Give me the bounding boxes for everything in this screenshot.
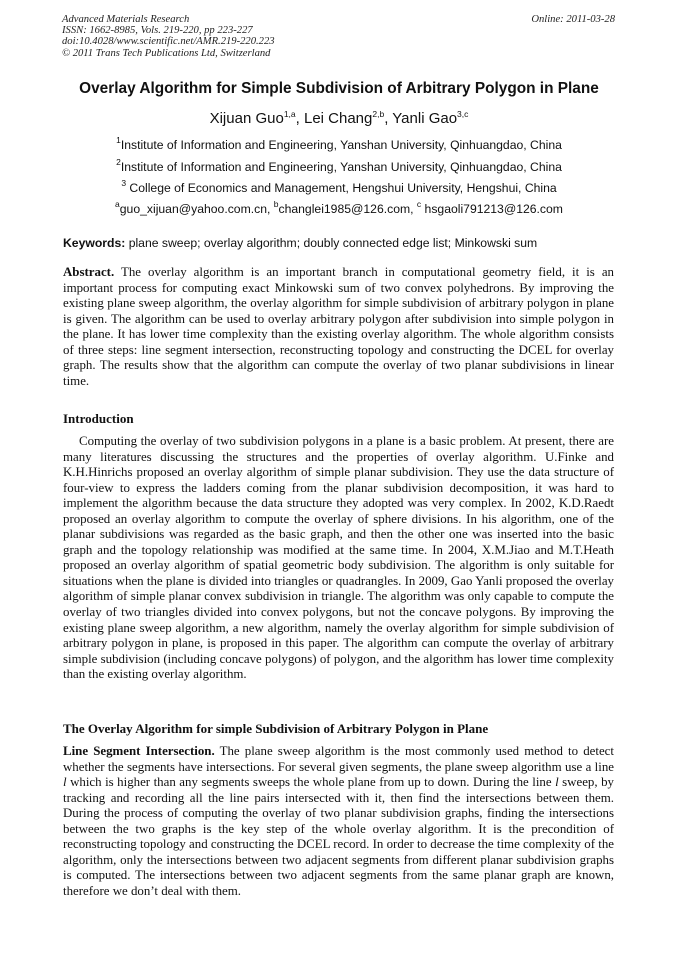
author-name: Xijuan Guo bbox=[209, 110, 284, 127]
copyright-line: © 2011 Trans Tech Publications Ltd, Switzerland bbox=[62, 47, 271, 59]
affiliation-sup: 3 bbox=[121, 178, 127, 188]
author-name: Yanli Gao bbox=[392, 110, 458, 127]
keywords-text: plane sweep; overlay algorithm; doubly connected edge list; Minkowski sum bbox=[125, 236, 538, 250]
affiliation bbox=[0, 135, 678, 152]
online-date: Online: 2011-03-28 bbox=[531, 14, 615, 25]
author-list bbox=[0, 110, 678, 128]
email-sup: a bbox=[115, 199, 120, 209]
paragraph-text: The plane sweep algorithm is the most commonly used method to detect whether the segments have intersections. For several given segments, the plane sweep algorithm use a line bbox=[63, 744, 614, 774]
paragraph-text: sweep, by tracking and recording all the line pairs intersected with it, then find the intersections between them. During the process of computing the overlay of two planar subdivision graphs, finding the intersections between the two graphs is the key step of the whole overlay algorithm. It is the precondition of reconstructing topology and constructing the DCEL record. In order to decrease the time complexity of the algorithm, only the intersections between two adjacent segments from different planar subdivision graphs is computed. The intersections between two adjacent segments from the same planar graph are known, therefore we don’t deal with them. bbox=[63, 775, 614, 898]
affiliation-text: College of Economics and Management, Hengshui University, Hengshui, China bbox=[126, 181, 557, 195]
line-segment-intersection-paragraph bbox=[63, 744, 614, 899]
section-heading-overlay-algorithm: The Overlay Algorithm for simple Subdivision of Arbitrary Polygon in Plane bbox=[63, 721, 489, 736]
section-heading-introduction: Introduction bbox=[63, 411, 134, 426]
author-separator: , bbox=[295, 110, 304, 127]
email-sup: b bbox=[273, 199, 279, 209]
doi-line: doi:10.4028/www.scientific.net/AMR.219-220.223 bbox=[62, 36, 275, 48]
email-address: hsgaoli791213@126.com bbox=[421, 202, 563, 216]
author-sup: 2,b bbox=[372, 109, 385, 119]
affiliation-text: Institute of Information and Engineering, Yanshan University, Qinhuangdao, China bbox=[120, 160, 562, 174]
email-list bbox=[0, 199, 678, 216]
introduction-paragraph: Computing the overlay of two subdivision polygons in a plane is a basic problem. At present, there are many literatures discussing the structures and the properties of overlay algorithm. U.Finke and K.H.Hinrichs proposed an overlay algorithm of simple planar subdivision. They use the data structure of four-view to express the ladders coming from the planar subdivision decomposition, it was hard to implement the algorithm because the data structure they adopted was very complex. In 2002, K.D.Raedt proposed an overlay algorithm to compute the overlay of sphere divisions. In his algorithm, one of the planar subdivisions was regarded as the basic graph, and then the other one was inserted into the basic graph and the topology relationship was modified at the same time. In 2004, X.M.Jiao and M.T.Heath proposed an overlay algorithm of spatial geometric body subdivision. The algorithm is only suitable for situations when the plane is divided into triangles or quadrangles. In 2009, Gao Yanli proposed the overlay algorithm of simple planar convex subdivision in triangle. The algorithm was only capable to compute the overlay of two triangles divided into convex polygons, but not the concave polygons. By improving the existing plane sweep algorithm, a new algorithm, namely the overlay algorithm for simple subdivision of arbitrary polygon in plane, is proposed in this paper. The algorithm can compute the overlay of arbitrary simple subdivision (including concave polygons) of polygon, and the algorithm has lower time complexity than the existing overlay algorithm. bbox=[63, 434, 614, 682]
author-sup: 1,a bbox=[283, 109, 296, 119]
math-variable: l bbox=[63, 775, 67, 790]
keywords bbox=[63, 236, 537, 250]
keywords-label: Keywords: bbox=[63, 236, 126, 250]
abstract-text: The overlay algorithm is an important branch in computational geometry field, it is an important process for computing exact Minkowski sum of two convex polyhedrons. By improving the existing plane sweep algorithm, the overlay algorithm for simple subdivision of arbitrary polygon in plane is given. The algorithm can be used to overlay arbitrary polygon after subdivision into simple polygon in the plane. It has lower time complexity than the existing overlay algorithm. The whole algorithm consists of three steps: line segment intersection, reconstructing topology and constructing the DCEL for overlay graph. The results show that the algorithm can compute the overlay of two planar subdivisions in linear time. bbox=[63, 265, 614, 388]
abstract bbox=[63, 265, 614, 389]
author-separator: , bbox=[384, 110, 393, 127]
affiliation bbox=[0, 157, 678, 174]
affiliation bbox=[0, 178, 678, 195]
issn-line: ISSN: 1662-8985, Vols. 219-220, pp 223-227 bbox=[62, 25, 253, 37]
math-variable: l bbox=[555, 775, 559, 790]
email-sup: c bbox=[416, 199, 422, 209]
journal-header bbox=[62, 14, 275, 59]
affiliation-sup: 1 bbox=[116, 135, 121, 145]
abstract-label: Abstract. bbox=[63, 265, 115, 279]
paper-title: Overlay Algorithm for Simple Subdivision of Arbitrary Polygon in Plane bbox=[79, 80, 599, 97]
subsection-label: Line Segment Intersection. bbox=[63, 744, 215, 758]
author-name: Lei Chang bbox=[303, 110, 373, 127]
paragraph-text: which is higher than any segments sweeps the whole plane from up to down. During the line bbox=[66, 775, 556, 790]
email-address: guo_xijuan@yahoo.com.cn, bbox=[119, 202, 274, 216]
affiliation-sup: 2 bbox=[116, 157, 121, 167]
journal-name: Advanced Materials Research bbox=[62, 14, 190, 25]
author-sup: 3,c bbox=[457, 109, 469, 119]
email-address: changlei1985@126.com, bbox=[278, 202, 417, 216]
affiliation-text: Institute of Information and Engineering, Yanshan University, Qinhuangdao, China bbox=[120, 138, 562, 152]
